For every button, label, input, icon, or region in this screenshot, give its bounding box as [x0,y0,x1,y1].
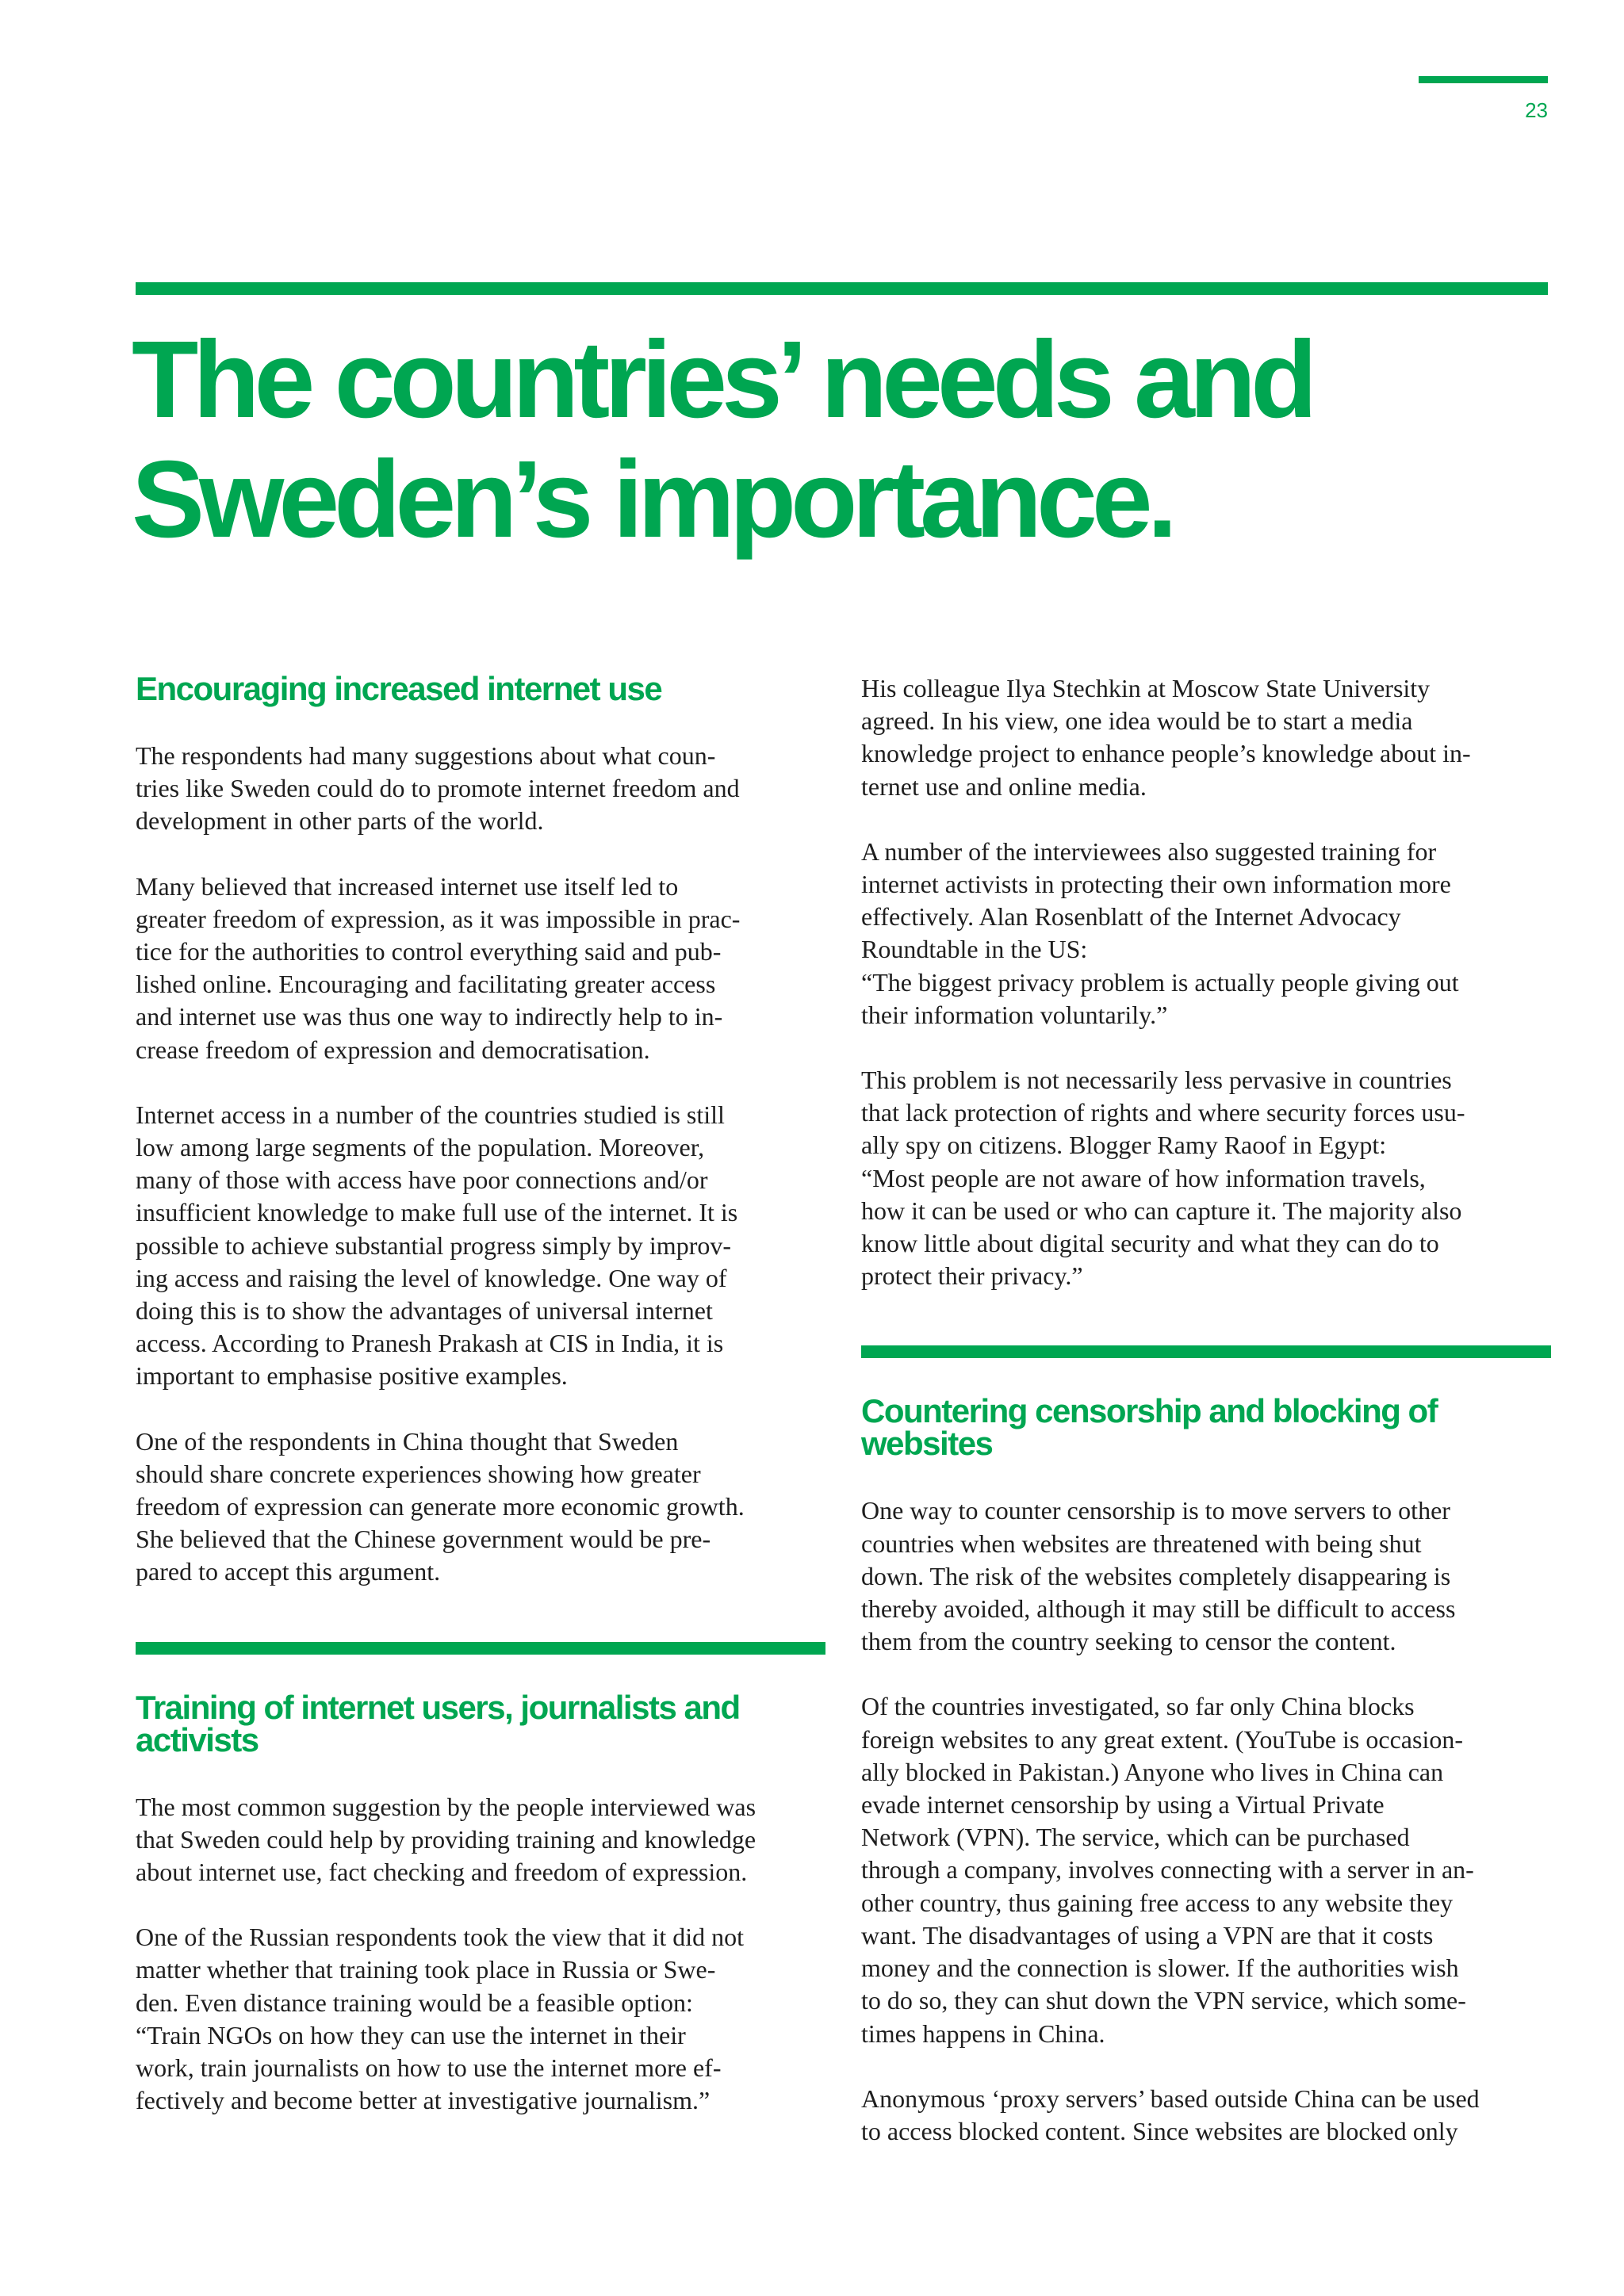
paragraph: One way to counter censorship is to move servers to other countries when websites are threatened with being shut down. The risk of the websites completely disappearing is thereby avoided, although it may still be difficult to access them from the country seeking to censor the content. [861,1496,1456,1656]
section-rule [861,1345,1551,1358]
section-rule [136,1642,825,1655]
page-title: The countries’ needs and Sweden’s importance. [132,319,1312,561]
paragraph: Many believed that increased internet use itself led to greater freedom of expression, as it was impossible in prac- tice for the authorities to control everything said and pub- lished online. Encouraging and facilitating greater access and internet use was thus one way to indirectly help to in- crease freedom of expression and democratisation. [136,871,741,1064]
paragraph: This problem is not necessarily less pervasive in countries that lack protection of rights and where security forces usu- ally spy on citizens. Blogger Ramy Raoof in Egypt: “Most people are not aware of how information travels, how it can be used or who can capture it. The majority also know little about digital security and what they can do to protect their privacy.” [861,1066,1465,1291]
paragraph: One of the respondents in China thought that Sweden should share concrete experiences showing how greater freedom of expression can generate more economic growth. She believed that the Chinese government would be pre- pared to accept this argument. [136,1426,745,1586]
paragraph: His colleague Ilya Stechkin at Moscow State University agreed. In his view, one idea would be to start a media knowledge project to enhance people’s knowledge about in- ternet use and online media. [861,674,1471,801]
right-column [861,672,1551,2148]
paragraph: Of the countries investigated, so far only China blocks foreign websites to any great extent. (YouTube is occasion- ally blocked in Pakistan.) Anyone who lives in China can evade internet censorship by using a Virtual Private Network (VPN). The service, which can be purchased through a company, involves connecting with a server in an- other country, thus gaining free access to any website they want. The disadvantages of using a VPN are that it costs money and the connection is slower. If the authorities wish to do so, they can shut down the VPN service, which some- times happens in China. [861,1692,1474,2048]
paragraph: Internet access in a number of the countries studied is still low among large segments of the population. Moreover, many of those with access have poor connections and/or insufficient knowledge to make full use of the internet. It is possible to achieve substantial progress simply by improv- ing access and raising the level of knowledge. One way of doing this is to show the advantages of universal internet access. According to Pranesh Prakash at CIS in India, it is important to emphasise positive examples. [136,1100,738,1391]
section-heading-countering-censorship: Countering censorship and blocking of websites [861,1392,1438,1463]
section-heading-encouraging-internet-use: Encouraging increased internet use [136,670,662,707]
title-rule [136,282,1548,295]
paragraph: A number of the interviewees also suggested training for internet activists in protecting their own information more effectively. Alan Rosenblatt of the Internet Advocacy Roundtable in the US: “The biggest privacy problem is actually people giving out their information voluntarily.” [861,836,1459,1029]
paragraph: One of the Russian respondents took the view that it did not matter whether that training took place in Russia or Swe- den. Even distance training would be a feasible option: “Train NGOs on how they can use the internet in their work, train journalists on how to use the internet more ef- fectively and become better at investigative journalism.” [136,1923,744,2115]
page-number: 23 [1525,98,1548,122]
paragraph: Anonymous ‘proxy servers’ based outside China can be used to access blocked content. Since websites are blocked only [861,2084,1480,2145]
section-heading-training: Training of internet users, journalists and activists [136,1688,740,1758]
left-column [136,672,825,2118]
paragraph: The most common suggestion by the people interviewed was that Sweden could help by providing training and knowledge about internet use, fact checking and freedom of expression. [136,1792,756,1887]
paragraph: The respondents had many suggestions about what coun- tries like Sweden could do to promote internet freedom and development in other parts of the world. [136,741,740,836]
page-number-rule [1419,76,1548,83]
